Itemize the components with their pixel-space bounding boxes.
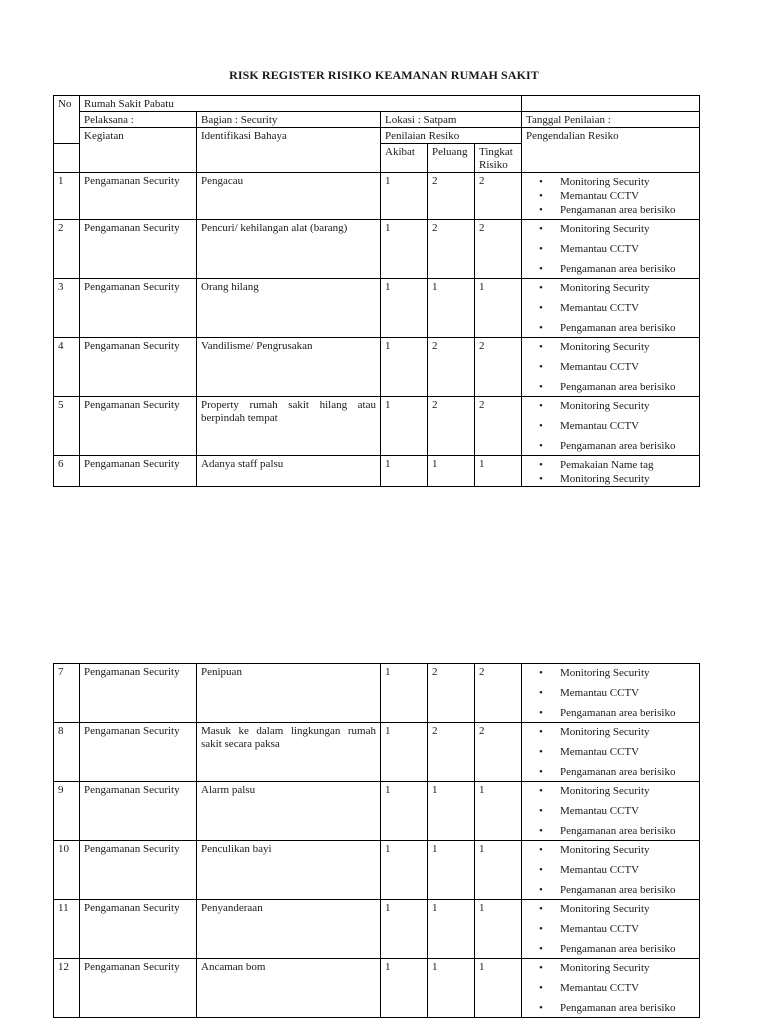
row-number: 3 — [54, 279, 80, 338]
hazard-cell: Ancaman bom — [197, 959, 381, 1018]
control-item: • Monitoring Security — [560, 281, 695, 295]
activity-cell: Pengamanan Security — [80, 782, 197, 841]
control-item: • Monitoring Security — [560, 725, 695, 739]
row-number: 5 — [54, 397, 80, 456]
row-number: 2 — [54, 220, 80, 279]
control-list — [526, 340, 695, 394]
likelihood-cell: 1 — [428, 841, 475, 900]
activity-cell: Pengamanan Security — [80, 173, 197, 220]
control-item: • Pengamanan area berisiko — [560, 824, 695, 838]
control-cell — [522, 173, 700, 220]
risk-level-cell: 2 — [475, 664, 522, 723]
consequence-cell: 1 — [381, 664, 428, 723]
hospital-name: Rumah Sakit Pabatu — [80, 96, 522, 112]
control-cell — [522, 279, 700, 338]
control-list — [526, 666, 695, 720]
header-empty-cell — [522, 96, 700, 112]
table-row — [54, 220, 700, 279]
control-item: • Pengamanan area berisiko — [560, 1001, 695, 1015]
control-item: • Memantau CCTV — [560, 686, 695, 700]
hazard-cell: Pencuri/ kehilangan alat (barang) — [197, 220, 381, 279]
risk-level-cell: 2 — [475, 397, 522, 456]
control-item: • Pengamanan area berisiko — [560, 439, 695, 453]
control-item: • Memantau CCTV — [560, 863, 695, 877]
header-identifikasi: Identifikasi Bahaya — [197, 128, 381, 173]
activity-cell: Pengamanan Security — [80, 664, 197, 723]
hazard-cell: Pengacau — [197, 173, 381, 220]
risk-level-cell: 2 — [475, 338, 522, 397]
control-cell — [522, 664, 700, 723]
likelihood-cell: 1 — [428, 456, 475, 487]
control-cell — [522, 959, 700, 1018]
risk-level-cell: 1 — [475, 782, 522, 841]
hazard-cell: Penyanderaan — [197, 900, 381, 959]
control-cell — [522, 900, 700, 959]
header-penilaian: Penilaian Resiko — [381, 128, 522, 144]
header-no: No — [54, 96, 80, 144]
risk-register-table-continued — [53, 663, 700, 1018]
risk-level-cell: 2 — [475, 723, 522, 782]
row-number: 4 — [54, 338, 80, 397]
control-item: • Memantau CCTV — [560, 745, 695, 759]
control-item: • Memantau CCTV — [560, 922, 695, 936]
control-cell — [522, 220, 700, 279]
control-item: • Pengamanan area berisiko — [560, 706, 695, 720]
header-tanggal: Tanggal Penilaian : — [522, 112, 700, 128]
header-bagian: Bagian : Security — [197, 112, 381, 128]
consequence-cell: 1 — [381, 841, 428, 900]
hazard-cell: Orang hilang — [197, 279, 381, 338]
control-item: • Pengamanan area berisiko — [560, 262, 695, 276]
control-item: • Memantau CCTV — [560, 189, 695, 203]
risk-level-cell: 1 — [475, 841, 522, 900]
control-item: • Monitoring Security — [560, 340, 695, 354]
risk-register-table — [53, 95, 700, 487]
consequence-cell: 1 — [381, 900, 428, 959]
table-row — [54, 782, 700, 841]
control-list — [526, 175, 695, 217]
hazard-cell: Adanya staff palsu — [197, 456, 381, 487]
activity-cell: Pengamanan Security — [80, 279, 197, 338]
control-list — [526, 281, 695, 335]
header-row-meta — [54, 112, 700, 128]
control-item: • Monitoring Security — [560, 399, 695, 413]
row-number: 7 — [54, 664, 80, 723]
consequence-cell: 1 — [381, 723, 428, 782]
header-row-hospital — [54, 96, 700, 112]
activity-cell: Pengamanan Security — [80, 338, 197, 397]
table-row — [54, 959, 700, 1018]
control-list — [526, 725, 695, 779]
consequence-cell: 1 — [381, 959, 428, 1018]
activity-cell: Pengamanan Security — [80, 723, 197, 782]
row-number: 12 — [54, 959, 80, 1018]
hazard-cell: Masuk ke dalam lingkungan rumah sakit secara paksa — [197, 723, 381, 782]
table-row — [54, 841, 700, 900]
hazard-cell: Penipuan — [197, 664, 381, 723]
control-item: • Monitoring Security — [560, 902, 695, 916]
likelihood-cell: 2 — [428, 397, 475, 456]
hazard-cell: Property rumah sakit hilang atau berpindah tempat — [197, 397, 381, 456]
header-peluang: Peluang — [428, 144, 475, 173]
row-number: 11 — [54, 900, 80, 959]
control-item: • Memantau CCTV — [560, 804, 695, 818]
header-tingkat: Tingkat Risiko — [475, 144, 522, 173]
likelihood-cell: 1 — [428, 900, 475, 959]
control-cell — [522, 338, 700, 397]
control-item: • Pengamanan area berisiko — [560, 380, 695, 394]
risk-level-cell: 2 — [475, 173, 522, 220]
control-list — [526, 843, 695, 897]
consequence-cell: 1 — [381, 220, 428, 279]
control-item: • Monitoring Security — [560, 175, 695, 189]
table-row — [54, 173, 700, 220]
table-row — [54, 900, 700, 959]
row-number: 6 — [54, 456, 80, 487]
table-row — [54, 456, 700, 487]
likelihood-cell: 2 — [428, 723, 475, 782]
likelihood-cell: 1 — [428, 279, 475, 338]
table-row — [54, 664, 700, 723]
row-number: 10 — [54, 841, 80, 900]
consequence-cell: 1 — [381, 397, 428, 456]
control-cell — [522, 782, 700, 841]
control-item: • Monitoring Security — [560, 961, 695, 975]
header-no-cont — [54, 144, 80, 173]
row-number: 9 — [54, 782, 80, 841]
risk-level-cell: 1 — [475, 959, 522, 1018]
control-item: • Pengamanan area berisiko — [560, 883, 695, 897]
document-title: RISK REGISTER RISIKO KEAMANAN RUMAH SAKIT — [229, 68, 539, 82]
consequence-cell: 1 — [381, 338, 428, 397]
risk-level-cell: 2 — [475, 220, 522, 279]
hazard-cell: Vandilisme/ Pengrusakan — [197, 338, 381, 397]
likelihood-cell: 2 — [428, 338, 475, 397]
activity-cell: Pengamanan Security — [80, 841, 197, 900]
row-number: 1 — [54, 173, 80, 220]
likelihood-cell: 2 — [428, 664, 475, 723]
hazard-cell: Penculikan bayi — [197, 841, 381, 900]
header-kegiatan: Kegiatan — [80, 128, 197, 173]
control-cell — [522, 397, 700, 456]
table-row — [54, 279, 700, 338]
consequence-cell: 1 — [381, 173, 428, 220]
risk-level-cell: 1 — [475, 279, 522, 338]
table-row — [54, 397, 700, 456]
control-cell — [522, 841, 700, 900]
consequence-cell: 1 — [381, 279, 428, 338]
activity-cell: Pengamanan Security — [80, 959, 197, 1018]
control-item: • Memantau CCTV — [560, 301, 695, 315]
likelihood-cell: 1 — [428, 782, 475, 841]
control-item: • Pengamanan area berisiko — [560, 942, 695, 956]
control-cell — [522, 456, 700, 487]
control-item: • Memantau CCTV — [560, 981, 695, 995]
control-list — [526, 399, 695, 453]
control-item: • Pengamanan area berisiko — [560, 321, 695, 335]
control-item: • Memantau CCTV — [560, 360, 695, 374]
activity-cell: Pengamanan Security — [80, 456, 197, 487]
control-list — [526, 458, 695, 486]
row-number: 8 — [54, 723, 80, 782]
header-row-columns — [54, 128, 700, 144]
control-item: • Memantau CCTV — [560, 419, 695, 433]
hazard-cell: Alarm palsu — [197, 782, 381, 841]
header-pelaksana: Pelaksana : — [80, 112, 197, 128]
table-row — [54, 338, 700, 397]
control-cell — [522, 723, 700, 782]
activity-cell: Pengamanan Security — [80, 900, 197, 959]
control-item: • Pengamanan area berisiko — [560, 765, 695, 779]
header-akibat: Akibat — [381, 144, 428, 173]
likelihood-cell: 2 — [428, 173, 475, 220]
control-item: • Monitoring Security — [560, 472, 695, 486]
control-list — [526, 961, 695, 1015]
header-pengendalian: Pengendalian Resiko — [522, 128, 700, 173]
likelihood-cell: 2 — [428, 220, 475, 279]
consequence-cell: 1 — [381, 456, 428, 487]
consequence-cell: 1 — [381, 782, 428, 841]
control-item: • Monitoring Security — [560, 784, 695, 798]
activity-cell: Pengamanan Security — [80, 220, 197, 279]
likelihood-cell: 1 — [428, 959, 475, 1018]
control-list — [526, 222, 695, 276]
control-item: • Pengamanan area berisiko — [560, 203, 695, 217]
table-row — [54, 723, 700, 782]
control-item: • Monitoring Security — [560, 666, 695, 680]
risk-level-cell: 1 — [475, 456, 522, 487]
control-list — [526, 784, 695, 838]
control-item: • Memantau CCTV — [560, 242, 695, 256]
control-item: • Pemakaian Name tag — [560, 458, 695, 472]
control-item: • Monitoring Security — [560, 222, 695, 236]
activity-cell: Pengamanan Security — [80, 397, 197, 456]
control-item: • Monitoring Security — [560, 843, 695, 857]
control-list — [526, 902, 695, 956]
header-lokasi: Lokasi : Satpam — [381, 112, 522, 128]
risk-level-cell: 1 — [475, 900, 522, 959]
